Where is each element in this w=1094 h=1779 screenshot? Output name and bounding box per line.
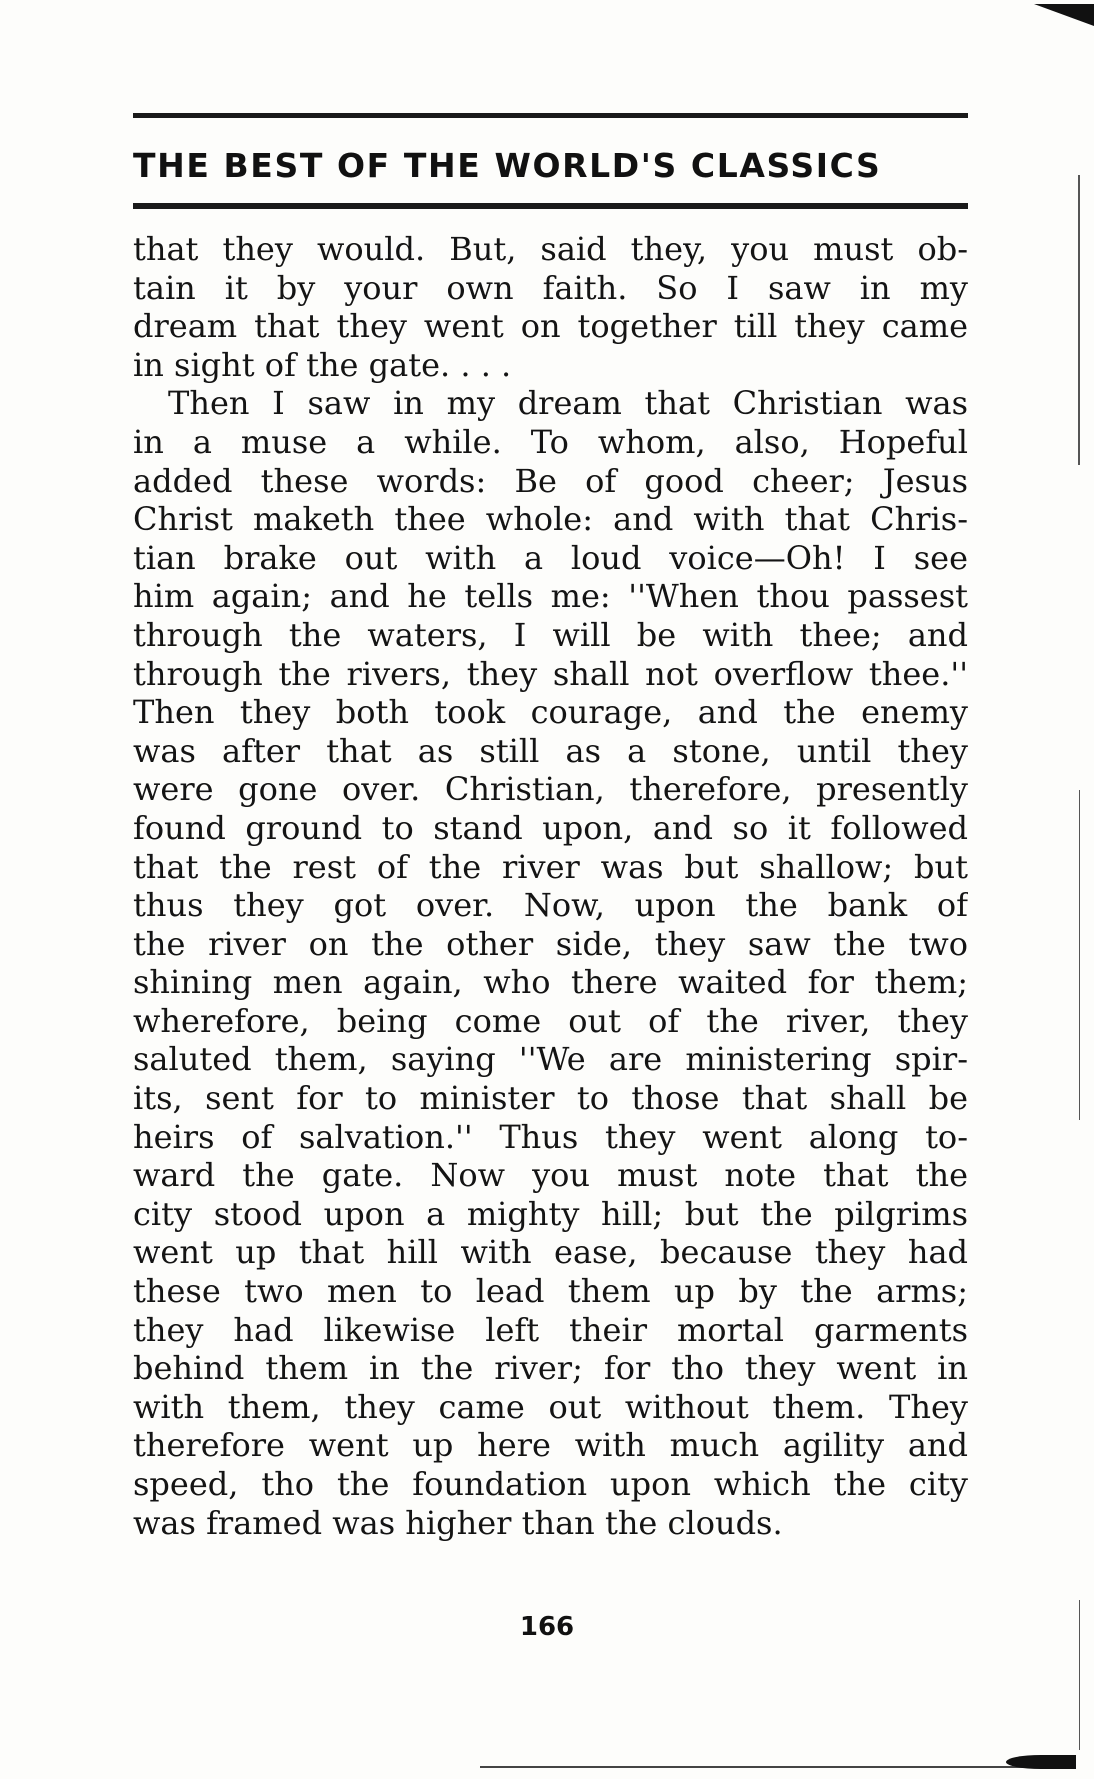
footer-rule [480,1766,1070,1768]
text-line: dream that they went on together till they came [133,307,968,346]
page-edge-line [1079,790,1080,1120]
text-line: him again; and he tells me: ''When thou passest [133,577,968,616]
text-line: its, sent for to minister to those that shall be [133,1079,968,1118]
text-line: heirs of salvation.'' Thus they went along to- [133,1117,968,1156]
text-line: that the rest of the river was but shallow; but [133,847,968,886]
text-line: speed, tho the foundation upon which the city [133,1465,968,1503]
text-line: tian brake out with a loud voice—Oh! I see [133,538,968,577]
text-line: Then I saw in my dream that Christian was [168,384,968,423]
text-line: ward the gate. Now you must note that the [133,1156,968,1195]
text-line: saluted them, saying ''We are ministering spir- [133,1040,968,1079]
text-line: through the waters, I will be with thee; and [133,615,968,654]
text-line: behind them in the river; for tho they went in [133,1349,968,1388]
text-line: Then they both took courage, and the enemy [133,693,968,732]
page-edge-line [1078,175,1080,465]
text-line: in sight of the gate. . . . [133,345,512,384]
text-line: Christ maketh thee whole: and with that Chris- [133,500,968,539]
text-line: found ground to stand upon, and so it followed [133,808,968,847]
footer-ink-mark [1006,1755,1076,1769]
text-line: therefore went up here with much agility and [133,1426,968,1465]
text-line: in a muse a while. To whom, also, Hopeful [133,422,968,461]
text-line: through the rivers, they shall not overflow thee.'' [133,654,968,693]
text-line: was framed was higher than the clouds. [133,1503,783,1542]
page-number: 166 [519,1612,575,1642]
text-line: shining men again, who there waited for them; [133,963,968,1002]
header-top-rule [133,113,968,118]
page-edge-line [1079,1600,1080,1750]
text-line: went up that hill with ease, because they had [133,1233,968,1272]
text-line: tain it by your own faith. So I saw in my [133,268,968,307]
text-line: these two men to lead them up by the arms; [133,1272,968,1311]
text-line: with them, they came out without them. They [133,1387,968,1426]
text-line: wherefore, being come out of the river, they [133,1001,968,1040]
running-header: THE BEST OF THE WORLD'S CLASSICS [133,146,882,185]
text-line: they had likewise left their mortal garments [133,1310,968,1349]
header-bottom-rule [133,203,968,209]
text-line: city stood upon a mighty hill; but the pilgrims [133,1194,968,1233]
text-line: that they would. But, said they, you must ob- [133,230,968,268]
text-line: were gone over. Christian, therefore, presently [133,770,968,809]
text-line: thus they got over. Now, upon the bank of [133,886,968,925]
text-line: the river on the other side, they saw the two [133,924,968,963]
text-line: added these words: Be of good cheer; Jesus [133,461,968,500]
text-line: was after that as still as a stone, until they [133,731,968,770]
body-text [133,230,968,1542]
corner-ink-mark [1034,4,1094,26]
